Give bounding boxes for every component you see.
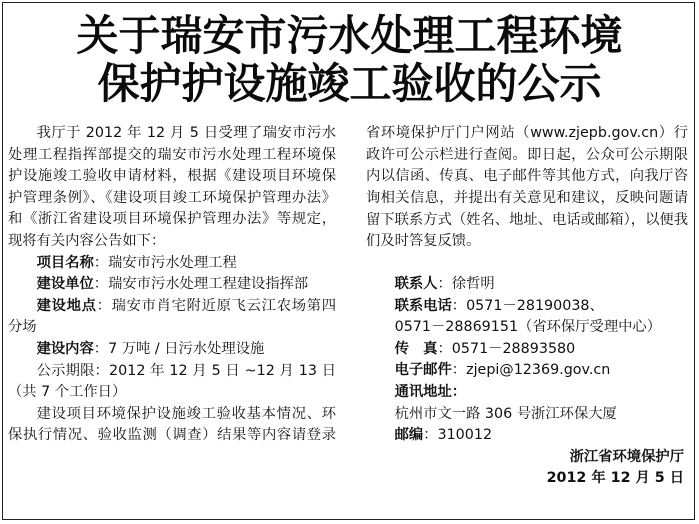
project-name-label: 项目名称 [36,254,94,271]
fax-label: 传 真 [394,340,438,357]
contact-label: 联系人 [394,276,438,292]
period-item: 公示期限：2012 年 12 月 5 日 ~12 月 13 日（共 7 个工作日） [8,362,336,401]
signature-org: 浙江省环境保护厅 [569,448,684,465]
left-column [8,123,336,447]
fax-value: ：0571－28893580 [437,340,576,357]
email-label: 电子邮件 [394,362,452,379]
scope-paragraph-start [8,404,336,447]
address-value: 杭州市文一路 306 号浙江环保大厦 [394,405,617,422]
address-item [395,382,688,404]
location-value: ：瑞安市肖宅附近原飞云江农场第四分场 [8,297,337,336]
postcode-label: 邮编 [394,427,424,444]
contact-value: ：徐哲明 [437,276,495,292]
email-value: ：zjepi@12369.gov.cn [451,362,611,379]
builder-value: ：瑞安市污水处理工程建设指挥部 [93,276,309,293]
email-item [395,360,688,382]
phone-label: 联系电话 [394,297,452,314]
contact-block [366,274,688,447]
location-label: 建设地点 [36,297,97,314]
intro-paragraph: 我厅于 2012 年 12 月 5 日受理了瑞安市污水处理工程指挥部提交的瑞安市污水处理工程环境保护设施竣工验收申请材料，根据《建设项目环境保护管理条例》、《建设项目竣工环境保护管理办法》和《浙江省建设项目环境保护管理办法》等规定，现将有关内容公告如下： [8,125,336,249]
title-line-2: 保护护设施竣工验收的公示 [97,59,602,108]
project-name-item [8,253,336,275]
address-label: 通讯地址 [394,383,452,400]
phone-item [395,296,688,318]
fax-item [395,339,688,361]
postcode-value: ：310012 [423,427,493,444]
address-colon: ： [451,383,467,400]
builder-label: 建设单位 [36,276,94,293]
content-value: ：7 万吨 / 日污水处理设施 [93,340,265,357]
content-item [8,339,336,361]
postcode-item [395,425,688,447]
contact-item [395,274,688,296]
signature-date: 2012 年 12 月 5 日 [546,470,684,487]
phone-value-1: ：0571－28190038、 [451,297,604,314]
project-name-value: ：瑞安市污水处理工程 [93,254,237,271]
phone-item-2: 0571－28869151（省环保厅受理中心） [394,319,662,336]
scope-paragraph-continued [366,123,688,274]
scope-text: 建设项目环境保护设施竣工验收基本情况、环保执行情况、验收监测（调查）结果等内容请登录 [8,405,336,444]
title-line-1: 关于瑞安市污水处理工程环境 [76,11,623,60]
location-item [8,296,336,339]
builder-item [8,274,336,296]
content-label: 建设内容 [36,340,94,357]
right-column [366,123,688,490]
scope-text-continued: 省环境保护厅门户网站（www.zjepb.gov.cn）行政许可公示栏进行查阅。即日起，公众可公示期限内以信函、传真、电子邮件等其他方式，向我厅咨询相关信息，并提出有关意见和建议，反映问题请留下联系方式（姓名、地址、电话或邮箱），以便我们及时答复反馈。 [366,125,688,250]
